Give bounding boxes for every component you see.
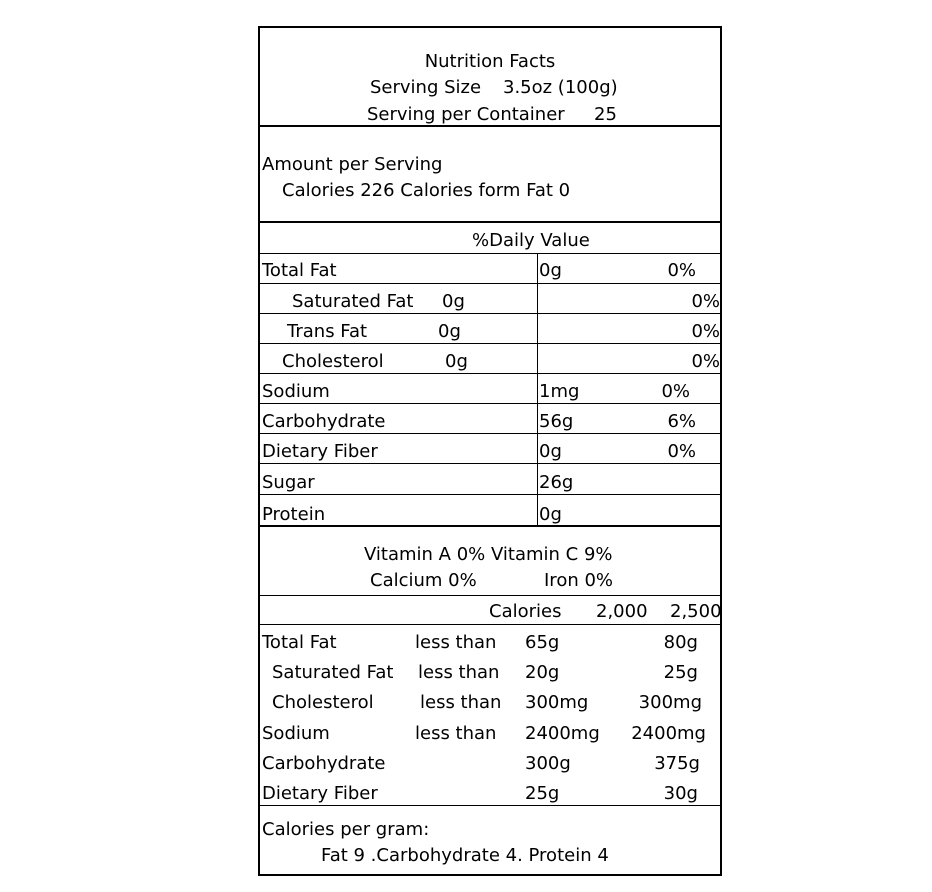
calories-line: Calories 226 Calories form Fat 0 <box>282 180 571 201</box>
reference-value-2500: 30g <box>663 783 698 804</box>
vitamins-line: Vitamin A 0% Vitamin C 9% <box>364 544 613 565</box>
iron-value: Iron 0% <box>544 570 614 591</box>
serving-size-label: Serving Size <box>370 77 482 98</box>
nutrient-name: Total Fat <box>262 260 337 281</box>
reference-name: Total Fat <box>262 632 337 653</box>
reference-name: Saturated Fat <box>272 662 394 683</box>
nutrient-daily-value: 0% <box>691 321 720 342</box>
divider <box>260 221 720 223</box>
nutrient-name: Carbohydrate <box>262 411 386 432</box>
divider <box>260 125 720 127</box>
reference-value-2000: 65g <box>525 632 560 653</box>
nutrient-name: Saturated Fat <box>292 291 414 312</box>
reference-value-2500: 80g <box>663 632 698 653</box>
reference-qualifier: less than <box>418 662 500 683</box>
reference-value-2000: 25g <box>525 783 560 804</box>
nutrient-daily-value: 0% <box>691 291 720 312</box>
reference-value-2500: 375g <box>654 753 700 774</box>
calories-per-gram-values: Fat 9 .Carbohydrate 4. Protein 4 <box>321 845 609 866</box>
reference-qualifier: less than <box>415 723 497 744</box>
nutrition-label <box>258 26 722 876</box>
reference-col-2000: 2,000 <box>596 601 648 622</box>
daily-value-header: %Daily Value <box>472 230 590 251</box>
servings-per-container-label: Serving per Container <box>367 104 565 125</box>
reference-value-2000: 300g <box>525 753 571 774</box>
nutrient-name: Sodium <box>262 381 330 402</box>
servings-per-container-value: 25 <box>594 104 617 125</box>
nutrient-daily-value: 0% <box>667 260 696 281</box>
label-title: Nutrition Facts <box>424 51 556 72</box>
reference-value-2500: 25g <box>663 662 698 683</box>
nutrient-amount: 56g <box>539 411 574 432</box>
reference-value-2500: 2400mg <box>631 723 706 744</box>
nutrient-amount: 0g <box>539 441 562 462</box>
nutrient-daily-value: 0% <box>691 351 720 372</box>
nutrient-amount: 0g <box>438 321 461 342</box>
calories-per-gram-label: Calories per gram: <box>262 819 430 840</box>
reference-qualifier: less than <box>420 692 502 713</box>
divider <box>260 525 720 527</box>
nutrient-name: Protein <box>262 504 326 525</box>
reference-qualifier: less than <box>415 632 497 653</box>
divider <box>260 624 720 625</box>
reference-value-2000: 20g <box>525 662 560 683</box>
reference-value-2000: 2400mg <box>525 723 600 744</box>
reference-name: Cholesterol <box>272 692 374 713</box>
reference-name: Sodium <box>262 723 330 744</box>
column-divider <box>537 254 538 525</box>
reference-col-2500: 2,500 <box>670 601 722 622</box>
nutrient-daily-value: 0% <box>667 441 696 462</box>
nutrient-amount: 1mg <box>539 381 580 402</box>
divider <box>260 805 720 806</box>
reference-name: Carbohydrate <box>262 753 386 774</box>
nutrient-amount: 0g <box>442 291 465 312</box>
nutrient-daily-value: 6% <box>667 411 696 432</box>
divider <box>260 595 720 596</box>
nutrient-name: Sugar <box>262 472 315 493</box>
nutrient-name: Cholesterol <box>282 351 384 372</box>
nutrient-amount: 0g <box>445 351 468 372</box>
nutrient-name: Dietary Fiber <box>262 441 378 462</box>
nutrient-daily-value: 0% <box>661 381 690 402</box>
calcium-value: Calcium 0% <box>370 570 477 591</box>
nutrient-name: Trans Fat <box>287 321 368 342</box>
reference-value-2500: 300mg <box>638 692 702 713</box>
reference-name: Dietary Fiber <box>262 783 378 804</box>
divider <box>260 253 720 254</box>
nutrient-amount: 26g <box>539 472 574 493</box>
nutrient-amount: 0g <box>539 504 562 525</box>
nutrient-amount: 0g <box>539 260 562 281</box>
reference-value-2000: 300mg <box>525 692 589 713</box>
reference-calories-label: Calories <box>489 601 562 622</box>
amount-per-serving-label: Amount per Serving <box>262 154 443 175</box>
serving-size-value: 3.5oz (100g) <box>503 77 618 98</box>
